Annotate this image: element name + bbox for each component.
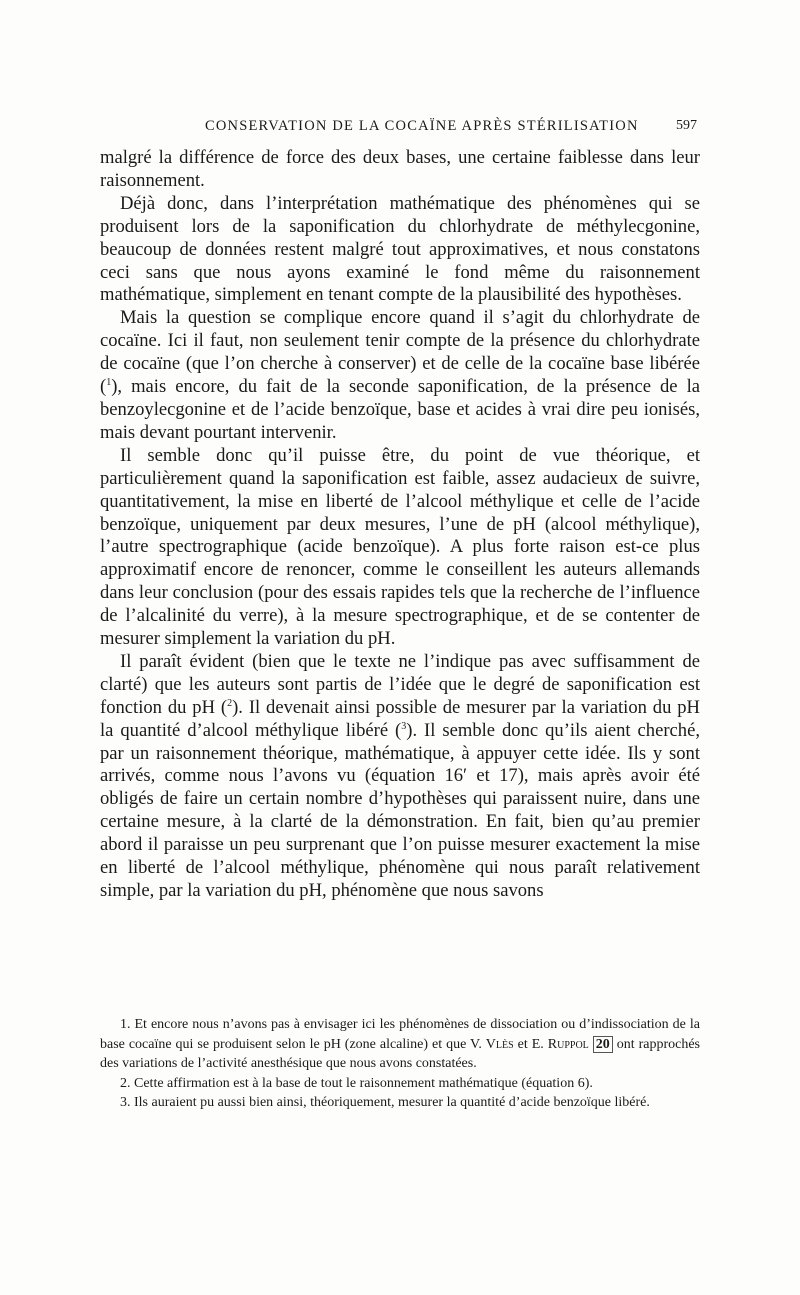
- paragraph: [100, 307, 700, 444]
- paragraph: Il semble donc qu’il puisse être, du point de vue théorique, et particulièrement quand la saponification est faible, assez audacieux de suivre, quantitativement, la mise en liberté de l’alcool méthylique et celle de l’acide benzoïque, uniquement par deux mesures, l’une de pH (alcool méthylique), l’autre spectrographique (acide benzoïque). A plus forte raison est-ce plus approximatif encore de renoncer, comme le conseillent les auteurs allemands dans leur conclusion (pour des essais rapides tels que la recherche de l’influence de l’alcalinité du verre), à la mesure spectrographique, et de se contenter de mesurer simplement la variation du pH.: [100, 444, 700, 650]
- paragraph-text: Il paraît évident (bien que le texte ne l’indique pas avec suffisamment de clarté) que les auteurs sont partis de l’idée que le degré de saponification est fonction du pH (: [100, 650, 700, 718]
- footnote-1: [100, 1015, 700, 1074]
- body-text: [100, 147, 700, 903]
- footnote-ref[interactable]: 2: [227, 697, 233, 709]
- bibliography-ref[interactable]: 20: [593, 1036, 613, 1053]
- paragraph-text: ). Il semble donc qu’ils aient cherché, par un raisonnement théorique, mathématique, à appuyer cette idée. Ils y sont arrivés, comme nous l’avons vu (équation 16′ et 17), mais après avoir été obligés de faire un certain nombre d’hypothèses qui paraissent nuire, dans une certaine mesure, à la clarté de la démonstration. En fait, bien qu’au premier abord il paraisse un peu surprenant que l’on puisse mesurer exactement la mise en liberté de l’alcool méthylique, phénomène qui nous paraît relativement simple, par la variation du pH, phénomène que nous savons: [100, 719, 700, 901]
- page-number: 597: [676, 118, 697, 133]
- footnote-3: 3. Ils auraient pu aussi bien ainsi, théoriquement, mesurer la quantité d’acide benzoïque libéré.: [120, 1095, 650, 1111]
- paragraph-continued: malgré la différence de force des deux bases, une certaine faiblesse dans leur raisonnement.: [100, 147, 700, 191]
- paragraph-text: ). Il devenait ainsi possible de mesurer par la variation du pH la quantité d’alcool méthylique libéré (: [100, 696, 700, 741]
- footnote-text: et E.: [513, 1036, 548, 1052]
- page-header: [0, 118, 800, 140]
- author-name: Vlès: [485, 1036, 514, 1052]
- paragraph-text: ), mais encore, du fait de la seconde saponification, de la présence de la benzoylecgonine et de l’acide benzoïque, base et acides à vrai dire peu ionisés, mais devant pourtant intervenir.: [100, 376, 700, 443]
- footnote-ref[interactable]: 3: [401, 720, 407, 732]
- paragraph: Déjà donc, dans l’interprétation mathématique des phénomènes qui se produisent lors de la saponification du chlorhydrate de méthylecgonine, beaucoup de données restent malgré tout approximatives, et nous constatons ceci sans que nous ayons examiné le fond même du raisonnement mathématique, simplement en tenant compte de la plausibilité des hypothèses.: [100, 192, 700, 306]
- author-name: Ruppol: [547, 1036, 589, 1052]
- footnote-ref[interactable]: 1: [106, 376, 112, 388]
- paragraph-text: Mais la question se complique encore quand il s’agit du chlorhydrate de cocaïne. Ici il faut, non seulement tenir compte de la présence du chlorhydrate de cocaïne (que l’on cherche à conserver) et de celle de la cocaïne base libérée (: [100, 307, 700, 398]
- footnotes: [100, 1015, 700, 1113]
- footnote-2: 2. Cette affirmation est à la base de tout le raisonnement mathématique (équation 6).: [120, 1075, 593, 1091]
- paragraph: [100, 651, 700, 903]
- running-title: CONSERVATION DE LA COCAÏNE APRÈS STÉRILISATION: [205, 118, 639, 134]
- footnote-text: 1. Et encore nous n’avons pas à envisager ici les phénomènes de dissociation ou d’indissociation de la base cocaïne qui se produisent selon le pH (zone alcaline) et que V.: [100, 1017, 700, 1052]
- footnote-text: ont rapprochés des variations de l’activité anesthésique que nous avons constatées.: [100, 1036, 701, 1072]
